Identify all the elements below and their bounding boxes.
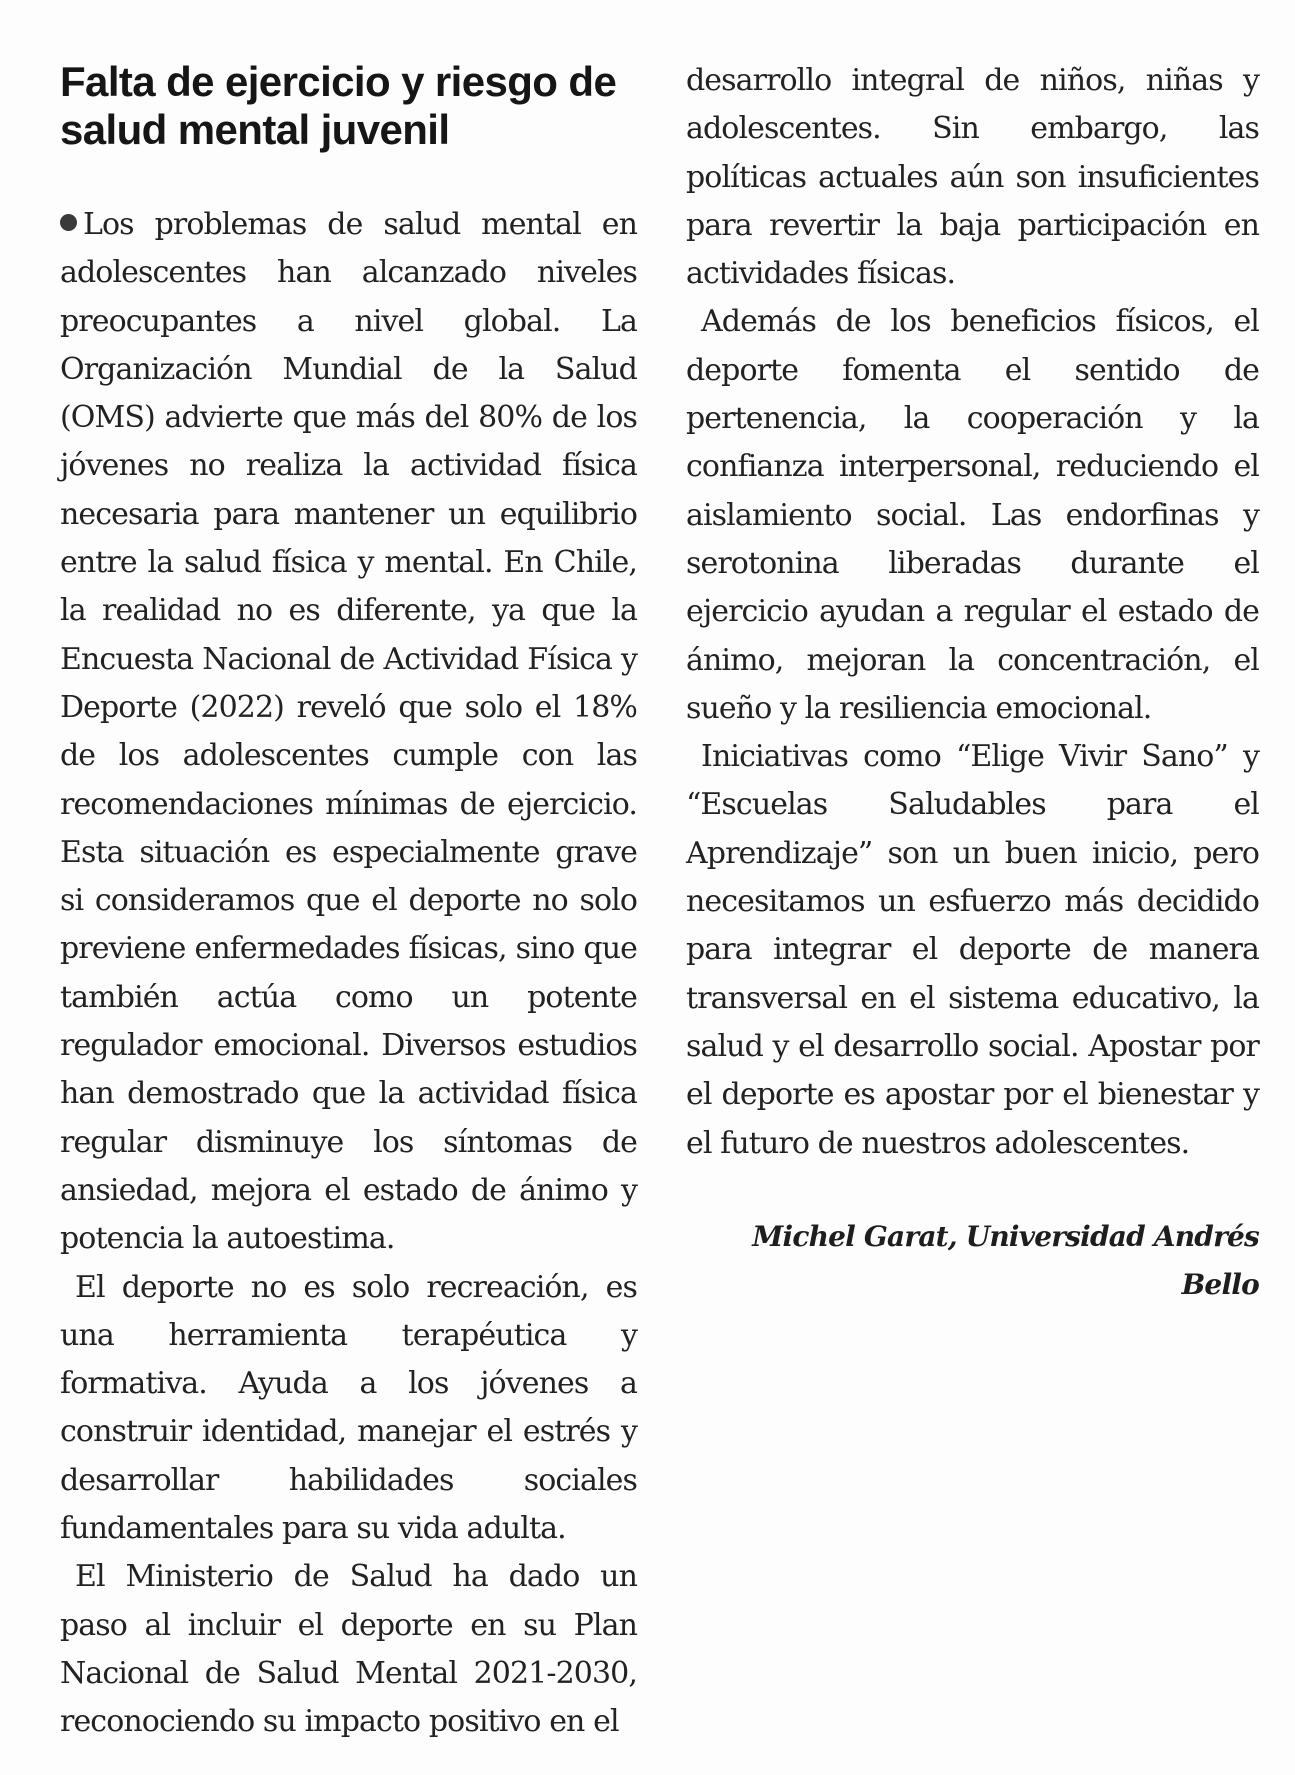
article-title: Falta de ejercicio y riesgo de salud mental juvenil (60, 58, 617, 153)
paragraph-3-continued: desarrollo integral de niños, niñas y adolescentes. Sin embargo, las políticas actuales aún son insuficientes para revertir la baja participación en actividades físicas. (686, 63, 1259, 292)
paragraph-5: Iniciativas como “Elige Vivir Sano” y “Escuelas Saludables para el Aprendizaje” son un buen inicio, pero necesitamos un esfuerzo más decidido para integrar el deporte de manera transversal en el sistema educativo, la salud y el desarrollo social. Apostar por el deporte es apostar por el bienestar y el futuro de nuestros adolescentes. (686, 739, 1259, 1161)
left-column (60, 201, 637, 1747)
bullet-icon (60, 214, 77, 231)
paragraph-2: El deporte no es solo recreación, es una herramienta terapéutica y formativa. Ayuda a los jóvenes a construir identidad, manejar el estrés y desarrollar habilidades sociales fundamentales para su vida adulta. (60, 1269, 637, 1547)
author-signature: Michel Garat, Universidad Andrés Bello (752, 1220, 1259, 1301)
paragraph-1-text: Los problemas de salud mental en adolescentes han alcanzado niveles preocupantes a nivel global. La Organización Mundial de la Salud (OMS) advierte que más del 80% de los jóvenes no realiza la actividad física necesaria para mantener un equilibrio entre la salud física y mental. En Chile, la realidad no es diferente, ya que la Encuesta Nacional de Actividad Física y Deporte (2022) reveló que solo el 18% de los adolescentes cumple con las recomendaciones mínimas de ejercicio. Esta situación es especialmente grave si consideramos que el deporte no solo previene enfermedades físicas, sino que también actúa como un potente regulador emocional. Diversos estudios han demostrado que la actividad física regular disminuye los síntomas de ansiedad, mejora el estado de ánimo y potencia la autoestima. (60, 207, 637, 1257)
paragraph-3: El Ministerio de Salud ha dado un paso al incluir el deporte en su Plan Nacional de Salud Mental 2021-2030, reconociendo su impacto positivo en el (60, 1559, 637, 1740)
right-column (686, 57, 1259, 1168)
paragraph-4: Además de los beneficios físicos, el deporte fomenta el sentido de pertenencia, la cooperación y la confianza interpersonal, reduciendo el aislamiento social. Las endorfinas y serotonina liberadas durante el ejercicio ayudan a regular el estado de ánimo, mejoran la concentración, el sueño y la resiliencia emocional. (686, 304, 1259, 726)
paragraph-1 (60, 201, 637, 1264)
